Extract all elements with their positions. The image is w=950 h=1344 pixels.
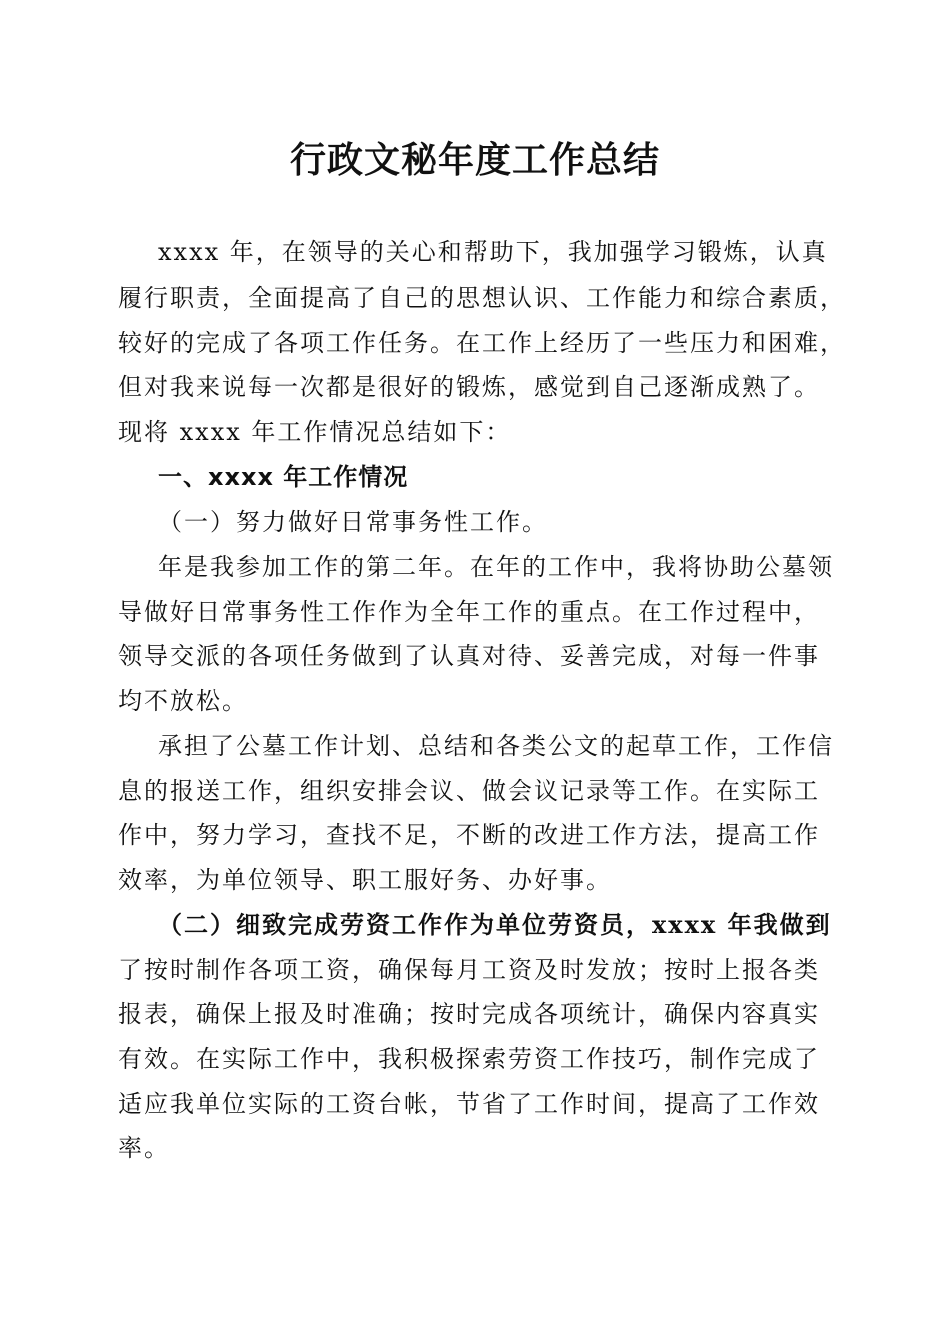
paragraph-2-line-4: 均不放松。 xyxy=(118,687,248,715)
paragraph-3-line-4: 效率，为单位领导、职工服好务、办好事。 xyxy=(118,866,612,894)
paragraph-4-line-1: （二）细致完成劳资工作作为单位劳资员，xxxx 年我做到 xyxy=(158,910,832,939)
paragraph-3-line-2: 息的报送工作，组织安排会议、做会议记录等工作。在实际工 xyxy=(118,777,820,805)
paragraph-2-line-1: 年是我参加工作的第二年。在年的工作中，我将协助公墓领 xyxy=(158,553,834,581)
paragraph-4-line-2: 了按时制作各项工资，确保每月工资及时发放；按时上报各类 xyxy=(118,956,820,984)
paragraph-2-line-3: 领导交派的各项任务做到了认真对待、妥善完成，对每一件事 xyxy=(118,642,820,670)
paragraph-1-line-3: 较好的完成了各项工作任务。在工作上经历了一些压力和困难， xyxy=(118,329,846,357)
paragraph-4-line-4: 有效。在实际工作中，我积极探索劳资工作技巧，制作完成了 xyxy=(118,1045,820,1073)
paragraph-4-line-5: 适应我单位实际的工资台帐，节省了工作时间，提高了工作效 xyxy=(118,1090,820,1118)
paragraph-4-line-6: 率。 xyxy=(118,1134,170,1162)
paragraph-3-line-1: 承担了公墓工作计划、总结和各类公文的起草工作，工作信 xyxy=(158,732,834,760)
paragraph-1-line-5: 现将 xxxx 年工作情况总结如下： xyxy=(118,418,512,446)
paragraph-1-line-1: xxxx 年，在领导的关心和帮助下，我加强学习锻炼，认真 xyxy=(158,238,828,266)
paragraph-1-line-4: 但对我来说每一次都是很好的锻炼，感觉到自己逐渐成熟了。 xyxy=(118,373,820,401)
subsection-heading-1: （一）努力做好日常事务性工作。 xyxy=(158,508,548,536)
document-title: 行政文秘年度工作总结 xyxy=(289,139,660,181)
paragraph-2-line-2: 导做好日常事务性工作作为全年工作的重点。在工作过程中， xyxy=(118,598,820,626)
section-heading-1: 一、xxxx 年工作情况 xyxy=(158,463,409,491)
paragraph-4-line-3: 报表，确保上报及时准确；按时完成各项统计，确保内容真实 xyxy=(118,1000,820,1028)
paragraph-1-line-2: 履行职责，全面提高了自己的思想认识、工作能力和综合素质， xyxy=(118,284,846,312)
paragraph-3-line-3: 作中，努力学习，查找不足，不断的改进工作方法，提高工作 xyxy=(118,821,820,849)
